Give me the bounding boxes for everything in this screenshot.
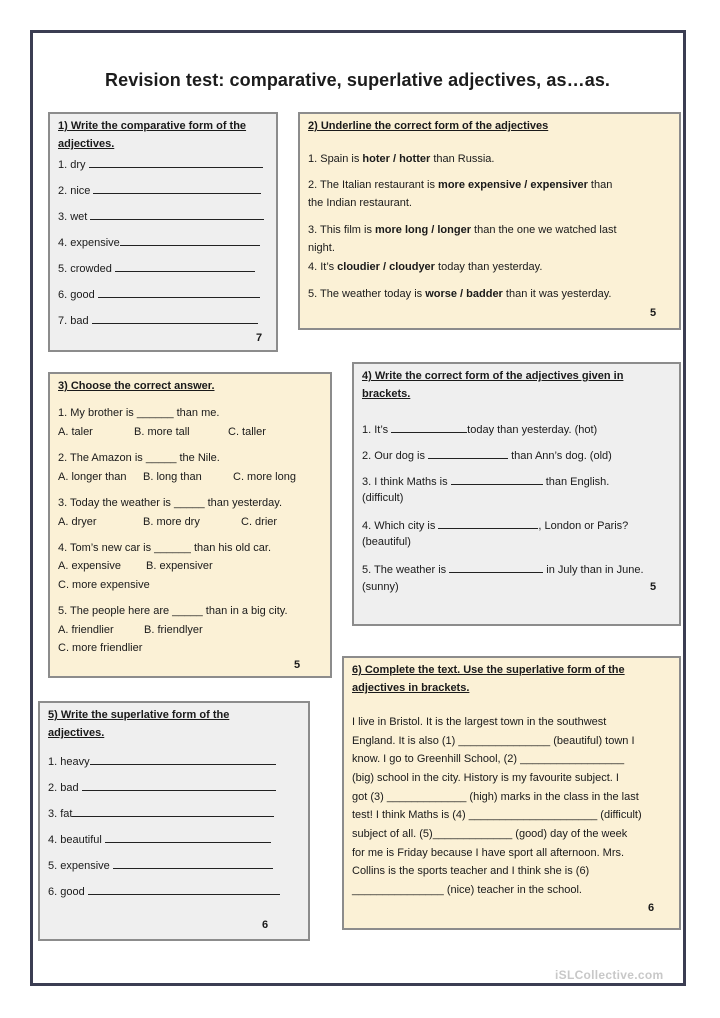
answer-blank[interactable] [438,518,538,529]
list-item: 7. bad [58,313,258,328]
list-item: 3. fat [48,806,274,821]
text-line: Collins is the sports teacher and I think she is (6) [352,865,590,877]
text-line: England. It is also (1) _______________ (beautiful) town I [352,735,635,747]
section-5-superlative [38,701,310,941]
answer-blank[interactable] [120,235,260,246]
section-6-complete-text [342,656,681,930]
question-4: 4. Which city is , London or Paris? [362,520,629,532]
section-1-comparative [48,112,278,352]
option-b[interactable]: B. expensiver [146,560,213,572]
section-4-brackets [352,362,681,626]
section-4-heading-cont: brackets. [362,388,411,400]
list-item: 2. bad [48,780,276,795]
option-c[interactable]: C. taller [228,426,266,438]
question-3: 3. I think Maths is than English. [362,476,610,488]
question-4: 4. It’s cloudier / cloudyer today than yesterday. [308,261,543,273]
list-item: 5. crowded [58,261,255,276]
answer-blank[interactable] [72,806,274,817]
section-5-score: 6 [262,919,269,931]
question-2: 2. The Italian restaurant is more expensive / expensiver than [308,179,613,191]
text-line: got (3) _____________ (high) marks in the class in the last [352,791,639,803]
section-1-score: 7 [256,332,263,344]
text-line: test! I think Maths is (4) _____________________ (difficult) [352,809,642,821]
answer-blank[interactable] [93,183,261,194]
section-1-heading-cont: adjectives. [58,138,115,150]
answer-blank[interactable] [428,448,508,459]
section-4-heading: 4) Write the correct form of the adjectives given in [362,370,624,382]
list-item: 5. expensive [48,858,273,873]
section-2-heading: 2) Underline the correct form of the adjectives [308,120,549,132]
section-3-choose [48,372,332,678]
answer-blank[interactable] [105,832,271,843]
list-item: 4. expensive [58,235,260,250]
option-b[interactable]: B. long than [143,471,202,483]
question-2: 2. The Amazon is _____ the Nile. [58,452,220,464]
answer-blank[interactable] [90,209,264,220]
question-1: 1. My brother is ______ than me. [58,407,220,419]
option-c[interactable]: C. drier [241,516,278,528]
answer-blank[interactable] [115,261,255,272]
question-3-cont: (difficult) [362,492,404,504]
answer-blank[interactable] [92,313,258,324]
list-item: 1. dry [58,157,263,172]
option-b[interactable]: B. friendlyer [144,624,203,636]
answer-blank[interactable] [391,422,467,433]
section-5-heading: 5) Write the superlative form of the [48,709,230,721]
list-item: 4. beautiful [48,832,271,847]
list-item: 6. good [48,884,280,899]
question-1: 1. It’s today than yesterday. (hot) [362,424,598,436]
question-5: 5. The people here are _____ than in a big city. [58,605,288,617]
question-2-cont: the Indian restaurant. [308,197,412,209]
text-line: I live in Bristol. It is the largest town in the southwest [352,716,607,728]
option-c[interactable]: C. more friendlier [58,642,143,654]
watermark-logo: iSLCollective.com [555,968,664,982]
option-a[interactable]: A. dryer [58,516,97,528]
section-3-heading: 3) Choose the correct answer. [58,380,215,392]
list-item: 6. good [58,287,260,302]
question-2: 2. Our dog is than Ann’s dog. (old) [362,450,612,462]
text-line: subject of all. (5)_____________ (good) day of the week [352,828,628,840]
answer-blank[interactable] [449,562,543,573]
option-a[interactable]: A. longer than [58,471,127,483]
answer-options[interactable]: worse / badder [425,288,503,300]
text-line: know. I go to Greenhill School, (2) _________________ [352,753,625,765]
section-6-heading: 6) Complete the text. Use the superlative form of the [352,664,625,676]
text-line: for me is Friday because I have sport all afternoon. Mrs. [352,847,625,859]
list-item: 3. wet [58,209,264,224]
question-3: 3. This film is more long / longer than the one we watched last [308,224,617,236]
section-4-score: 5 [650,581,657,593]
question-3: 3. Today the weather is _____ than yesterday. [58,497,283,509]
answer-options[interactable]: hoter / hotter [362,153,431,165]
section-6-score: 6 [648,902,655,914]
question-3-cont: night. [308,242,335,254]
answer-blank[interactable] [113,858,273,869]
section-2-underline [298,112,681,330]
question-4: 4. Tom’s new car is ______ than his old car. [58,542,271,554]
section-3-score: 5 [294,659,301,671]
text-line: _______________ (nice) teacher in the school. [352,884,582,896]
option-a[interactable]: A. expensive [58,560,121,572]
question-5: 5. The weather is in July than in June. [362,564,644,576]
answer-blank[interactable] [82,780,276,791]
answer-blank[interactable] [451,474,543,485]
section-2-score: 5 [650,307,657,319]
option-c[interactable]: C. more long [233,471,296,483]
question-1: 1. Spain is hoter / hotter than Russia. [308,153,495,165]
option-a[interactable]: A. friendlier [58,624,114,636]
question-4-cont: (beautiful) [362,536,411,548]
answer-options[interactable]: more long / longer [375,224,471,236]
option-c[interactable]: C. more expensive [58,579,150,591]
question-5: 5. The weather today is worse / badder than it was yesterday. [308,288,612,300]
answer-blank[interactable] [98,287,260,298]
answer-blank[interactable] [89,157,263,168]
answer-options[interactable]: more expensive / expensiver [438,179,588,191]
list-item: 2. nice [58,183,261,198]
answer-blank[interactable] [90,754,276,765]
answer-blank[interactable] [88,884,280,895]
option-b[interactable]: B. more dry [143,516,200,528]
section-1-heading: 1) Write the comparative form of the [58,120,247,132]
section-5-heading-cont: adjectives. [48,727,105,739]
page-title: Revision test: comparative, superlative adjectives, as…as. [105,70,611,90]
question-5-cont: (sunny) [362,581,399,593]
option-a[interactable]: A. taler [58,426,93,438]
text-line: (big) school in the city. History is my favourite subject. I [352,772,619,784]
option-b[interactable]: B. more tall [134,426,190,438]
list-item: 1. heavy [48,754,276,769]
answer-options[interactable]: cloudier / cloudyer [337,261,435,273]
section-6-heading-cont: adjectives in brackets. [352,682,470,694]
